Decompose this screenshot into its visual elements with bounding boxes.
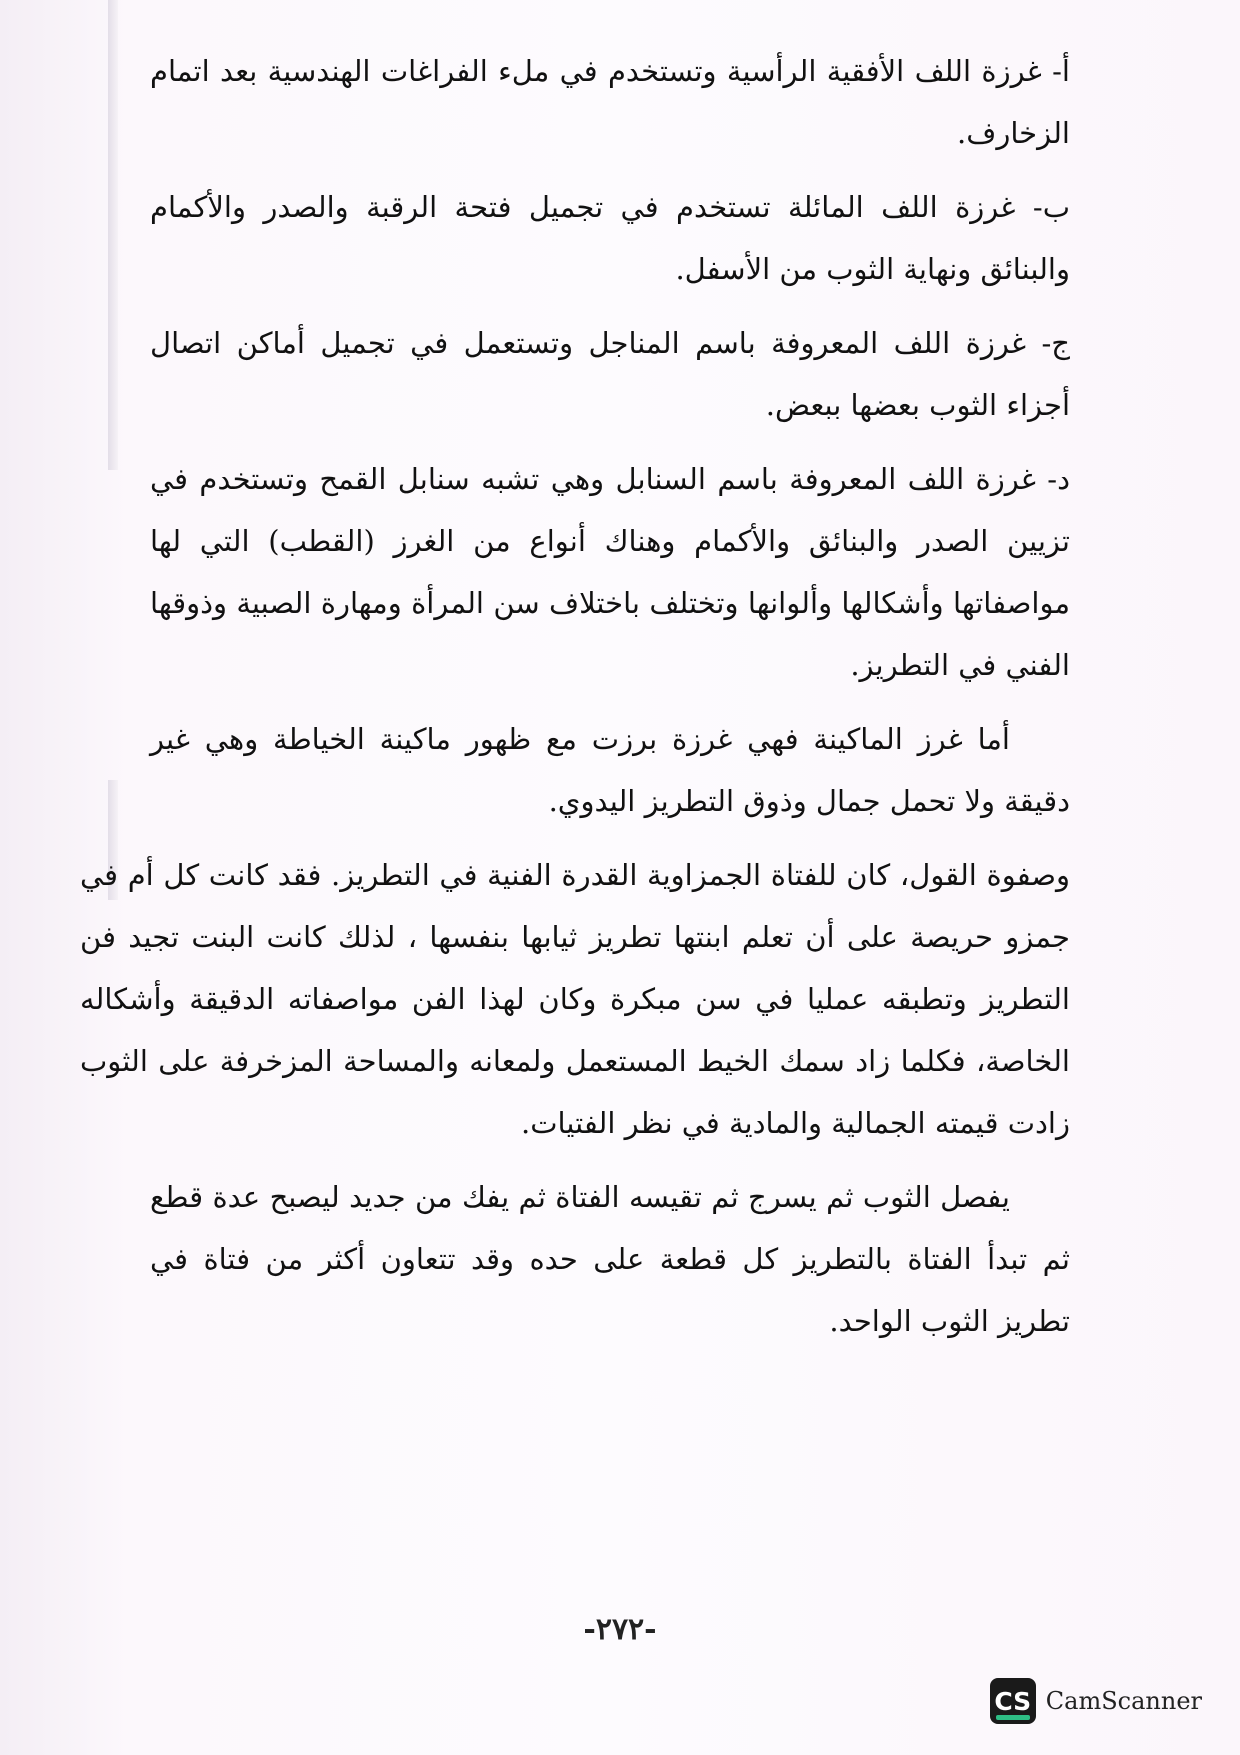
page-number: -٢٧٢- (583, 1612, 657, 1647)
paragraph-item-c: ج- غرزة اللف المعروفة باسم المناجل وتستعمل في تجميل أماكن اتصال أجزاء الثوب بعضها ببعض. (150, 326, 1070, 422)
paragraph-summary: وصفوة القول، كان للفتاة الجمزاوية القدرة الفنية في التطريز. فقد كانت كل أم في جمزو حريصة على أن تعلم ابنتها تطريز ثيابها بنفسها ، لذلك كانت البنت تجيد فن التطريز وتطبقه عمليا في سن مبكرة وكان لهذا الفن مواصفاته الدقيقة وأشكاله الخاصة، فكلما زاد سمك الخيط المستعمل ولمعانه والمساحة المزخرفة على الثوب زادت قيمته الجمالية والمادية في نظر الفتيات. (80, 858, 1070, 1140)
camscanner-name: CamScanner (1045, 1687, 1202, 1715)
camscanner-watermark (990, 1678, 1202, 1724)
camscanner-logo-icon: CS (990, 1678, 1036, 1724)
paragraph-machine-stitches: أما غرز الماكينة فهي غرزة برزت مع ظهور ماكينة الخياطة وهي غير دقيقة ولا تحمل جمال وذوق التطريز اليدوي. (150, 722, 1070, 818)
paragraph-item-a: أ- غرزة اللف الأفقية الرأسية وتستخدم في ملء الفراغات الهندسية بعد اتمام الزخارف. (150, 54, 1070, 150)
paragraph-item-d: د- غرزة اللف المعروفة باسم السنابل وهي تشبه سنابل القمح وتستخدم في تزيين الصدر والبنائق والأكمام وهناك أنواع من الغرز (القطب) التي لها مواصفاتها وأشكالها وألوانها وتختلف باختلاف سن المرأة ومهارة الصبية وذوقها الفني في التطريز. (150, 462, 1070, 682)
document-body (80, 40, 1070, 1364)
paragraph-item-b: ب- غرزة اللف المائلة تستخدم في تجميل فتحة الرقبة والصدر والأكمام والبنائق ونهاية الثوب من الأسفل. (150, 190, 1070, 286)
paragraph-process: يفصل الثوب ثم يسرج ثم تقيسه الفتاة ثم يفك من جديد ليصبح عدة قطع ثم تبدأ الفتاة بالتطريز كل قطعة على حده وقد تتعاون أكثر من فتاة في تطريز الثوب الواحد. (150, 1180, 1070, 1338)
scan-edge-shadow (108, 0, 118, 470)
